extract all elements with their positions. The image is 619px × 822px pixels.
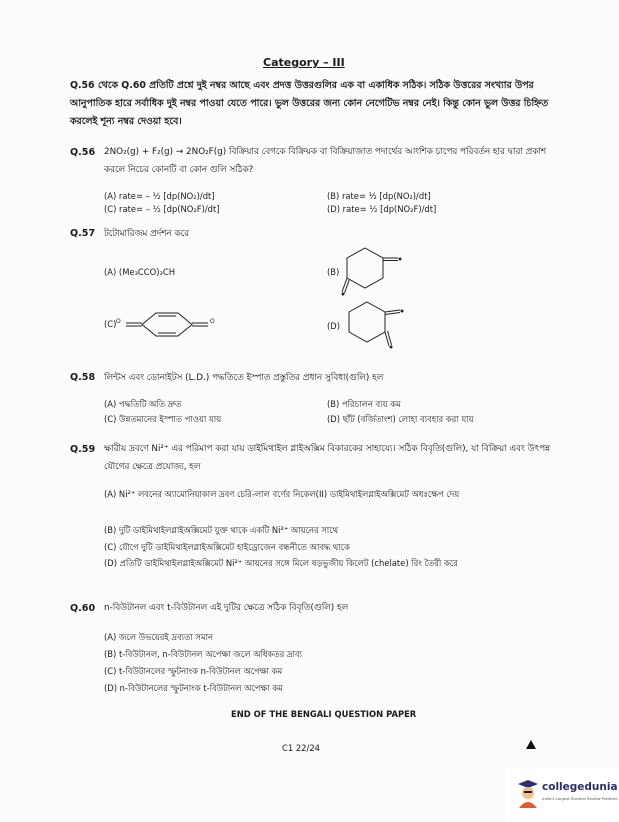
- q57-d-structure: [345, 296, 415, 358]
- q56-text: 2NO₂(g) + F₂(g) → 2NO₂F(g) বিক্রিয়ার বেগকে বিক্রিয়ক বা বিক্রিয়াজাত পদার্থের আংশিক চাপের পরিবর্তন হার দ্বারা প্রকাশ করলে নিচের কোনটি বা কোন গুলি সঠিক?: [104, 147, 547, 175]
- q59-option-b[interactable]: (B) দুটি ডাইমিথাইলগ্লাইঅক্সিমেট যুক্ত থাকে একটি Ni²⁺ আয়নের সাথে: [104, 525, 339, 535]
- q60-text: n-বিউটানল এবং t-বিউটানল এই দুটির ক্ষেত্রে সঠিক বিবৃতি(গুলি) হল: [104, 603, 349, 613]
- q56-option-d[interactable]: (D) rate= ½ [dp(NO₂F)/dt]: [327, 204, 437, 214]
- q57-number: Q.57: [70, 228, 96, 239]
- page-number: C1 22/24: [282, 743, 320, 753]
- q57-c-oxygen-right: O: [210, 318, 215, 325]
- q59-number: Q.59: [70, 444, 96, 455]
- q57-option-b[interactable]: (B): [327, 267, 340, 277]
- q58-number: Q.58: [70, 372, 96, 383]
- q60-option-b[interactable]: (B) t-বিউটানল, n-বিউটানল অপেক্ষা জলে অধিকতর দ্রাব্য: [104, 649, 302, 659]
- q60-number: Q.60: [70, 603, 96, 614]
- q56-option-b[interactable]: (B) rate= ½ [dp(NO₂)/dt]: [327, 191, 431, 201]
- q60-option-a[interactable]: (A) জলে উভয়েরই দ্রব্যতা সমান: [104, 632, 214, 642]
- q57-b-structure: [340, 244, 410, 304]
- q57-c-oxygen-left: O: [116, 318, 121, 325]
- q58-option-b[interactable]: (B) পরিচালন ব্যয় কম: [327, 399, 401, 409]
- q56-option-c[interactable]: (C) rate= – ½ [dp(NO₂F)/dt]: [104, 204, 220, 214]
- q58-option-c[interactable]: (C) উন্নতমানের ইস্পাত পাওয়া যায়: [104, 414, 222, 424]
- graduate-icon: [517, 778, 539, 808]
- q56-number: Q.56: [70, 147, 96, 158]
- q58-option-a[interactable]: (A) পদ্ধতিটি অতি দ্রুত: [104, 399, 182, 409]
- q57-option-d[interactable]: (D): [327, 321, 340, 331]
- q58-option-d[interactable]: (D) ছাঁট (বর্জিতাংশ) লোহা ব্যবহার করা যায়: [327, 414, 474, 424]
- logo-wordmark: collegedunia: [542, 781, 618, 793]
- collegedunia-logo: [505, 768, 619, 822]
- q56-option-a[interactable]: (A) rate= – ½ [dp(NO₂)/dt]: [104, 191, 215, 201]
- q59-option-a[interactable]: (A) Ni²⁺ লবনের অ্যামোনিয়াকাল দ্রবণ চেরি-লাল বর্ণের নিকেল(II) ডাইমিথাইলগ্লাইঅক্সিমেট অধঃক্ষেপ দেয়: [104, 489, 460, 499]
- q57-option-c[interactable]: (C): [104, 319, 117, 329]
- q58-text: লিন্টস এবং ডোনাইটস (L.D.) পদ্ধতিতে ইস্পাত প্রস্তুতির প্রধান সুবিধা(গুলি) হল: [104, 373, 384, 383]
- logo-tagline: India's Largest Student Review Platform: [542, 796, 618, 801]
- triangle-marker-icon: [526, 740, 536, 749]
- end-of-paper-note: END OF THE BENGALI QUESTION PAPER: [231, 709, 417, 719]
- q59-text: ক্ষারীয় দ্রবণে Ni²⁺ এর পরিমাপ করা যায় ডাইমিথাইল গ্লাইঅক্সিম বিকারকের সাহায্যে। সঠিক বিবৃতি(গুলি), যা বিক্রিয়া এবং উৎপন্ন যৌগের ক্ষেত্রে প্রযোজ্য, হল: [104, 444, 551, 472]
- q60-option-d[interactable]: (D) n-বিউটানলের স্ফুটনাংক t-বিউটানল অপেক্ষা কম: [104, 683, 283, 693]
- category-heading: Category – III: [263, 56, 345, 69]
- q57-text: টটোমারিজম প্রর্দশন করে: [104, 229, 189, 239]
- q57-c-structure: [120, 305, 220, 345]
- q60-option-c[interactable]: (C) t-বিউটানলের স্ফুটনাংক n-বিউটানল অপেক্ষা কম: [104, 666, 283, 676]
- q59-option-c[interactable]: (C) যৌগে দুটি ডাইমিথাইলগ্লাইঅক্সিমেট হাইড্রোজেন বন্ধনীতে আবদ্ধ থাকে: [104, 542, 350, 552]
- instructions-paragraph: Q.56 থেকে Q.60 প্রতিটি প্রশ্নে দুই নম্বর আছে এবং প্রদত্ত উত্তরগুলির এক বা একাধিক সঠিক। সঠিক উত্তরের সংখ্যার উপর আনুপাতিক হারে সর্বাধিক দুই নম্বর পাওয়া যেতে পারে। ভুল উত্তরের জন্য কোন নেগেটিভ নম্বর নেই। কিন্তু কোন ভুল উত্তর চিহ্নিত করলেই শূন্য নম্বর দেওয়া হবে।: [70, 80, 549, 127]
- q57-option-a[interactable]: (A) (Me₃CCO)₃CH: [104, 267, 175, 277]
- q59-option-d[interactable]: (D) প্রতিটি ডাইমিথাইলগ্লাইঅক্সিমেট Ni²⁺ আয়নের সঙ্গে মিলে ষড়ভুজীয় কিলেট (chelate) রিং তৈরী করে: [104, 558, 458, 568]
